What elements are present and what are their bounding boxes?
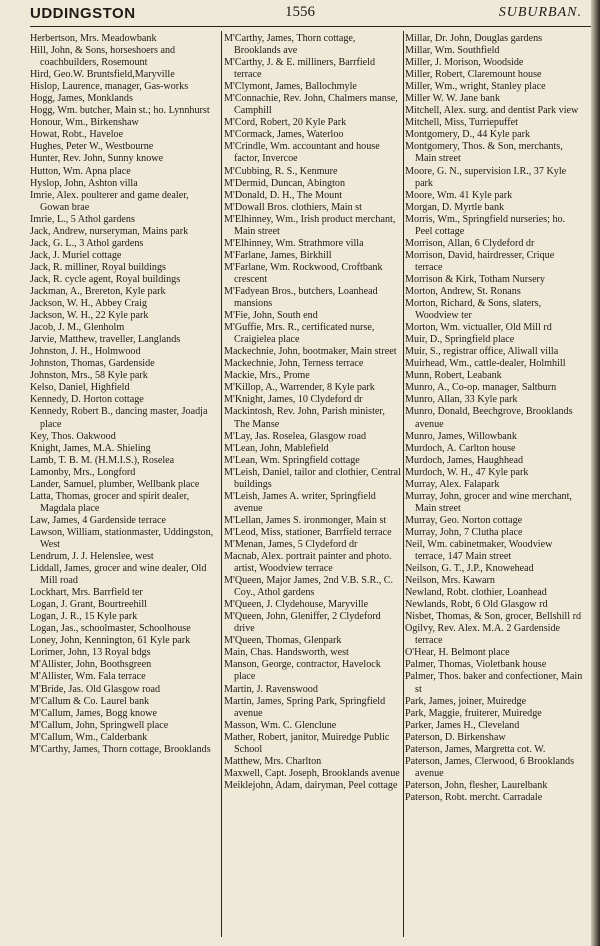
directory-entry: M'Carthy, J. & E. milliners, Barrfield terrace <box>224 57 376 81</box>
directory-entry: Imrie, L., 5 Athol gardens <box>30 213 135 225</box>
directory-entry: M'Queen, J. Clydehouse, Maryville <box>224 599 369 611</box>
directory-entry: Logan, J. Grant, Bourtreehill <box>30 599 147 611</box>
directory-entry: Murray, Geo. Norton cottage <box>405 514 523 526</box>
directory-entry: Paterson, Robt. mercht. Carradale <box>405 791 543 803</box>
page-edge-shadow <box>591 0 600 946</box>
directory-entry: Law, James, 4 Gardenside terrace <box>30 514 166 526</box>
directory-entry: M'Lay, Jas. Roselea, Glasgow road <box>224 430 367 442</box>
directory-entry: M'Dermid, Duncan, Abington <box>224 177 346 189</box>
directory-entry: Macnab, Alex. portrait painter and photo. artist, Woodview terrace <box>224 551 392 575</box>
directory-entry: Jackson, W. H., 22 Kyle park <box>30 310 149 322</box>
directory-entry: M'Fadyean Bros., butchers, Loanhead mansions <box>224 285 378 310</box>
directory-entry: Miller W. W. Jane bank <box>405 93 501 105</box>
directory-entry: M'Cubbing, R. S., Kenmure <box>224 165 338 177</box>
directory-entry: Logan, Jas., schoolmaster, Schoolhouse <box>30 623 191 635</box>
page-number: 1556 <box>285 4 315 20</box>
directory-entry: M'Connachie, Rev. John, Chalmers manse, Camphill <box>224 93 398 117</box>
directory-entry: Moore, Wm. 41 Kyle park <box>405 189 513 201</box>
directory-entry: Johnston, Mrs., 58 Kyle park <box>30 370 148 382</box>
directory-entry: Neil, Wm. cabinetmaker, Woodview terrace, 147 Main street <box>405 538 553 563</box>
directory-entry: Hunter, Rev. John, Sunny knowe <box>30 153 164 165</box>
directory-entry: Jack, Andrew, nurseryman, Mains park <box>30 225 189 237</box>
directory-entry: Lorimer, John, 13 Royal bdgs <box>30 647 151 659</box>
directory-entry: Morton, Wm. victualler, Old Mill rd <box>405 322 552 334</box>
directory-entry: Montgomery, D., 44 Kyle park <box>405 129 531 141</box>
directory-entry: Main, Chas. Handsworth, west <box>224 647 349 659</box>
directory-entry: Lamonby, Mrs., Longford <box>30 466 136 478</box>
directory-entry: Moore, G. N., supervision I.R., 37 Kyle park <box>405 165 567 189</box>
directory-entry: Honour, Wm., Birkenshaw <box>30 117 139 129</box>
directory-entry: M'Killop, A., Warrender, 8 Kyle park <box>224 382 375 394</box>
directory-entry: Murray, John, 7 Clutha place <box>405 526 523 538</box>
directory-entry: Morrison, Allan, 6 Clydeford dr <box>405 237 535 249</box>
directory-entry: M'Queen, John, Gleniffer, 2 Clydeford drive <box>224 611 381 635</box>
directory-entry: M'Leish, James A. writer, Springfield avenue <box>224 490 376 514</box>
directory-entry: M'Allister, John, Boothsgreen <box>30 659 152 671</box>
directory-entry: O'Hear, H. Belmont place <box>405 647 510 659</box>
directory-entry: M'Farlane, James, Birkhill <box>224 249 332 261</box>
directory-entry: Jarvie, Matthew, traveller, Langlands <box>30 334 181 346</box>
directory-entry: Jack, J. Muriel cottage <box>30 249 122 261</box>
directory-entry: Imrie, Alex. poulterer and game dealer, Gowan brae <box>30 189 189 213</box>
directory-entry: Hyslop, John, Ashton villa <box>30 177 138 189</box>
directory-entry: Morton, Richard, & Sons, slaters, Woodview ter <box>405 298 542 322</box>
directory-entry: Miller, Robert, Claremount house <box>405 69 542 81</box>
directory-entry: Jackman, A., Brereton, Kyle park <box>30 285 166 297</box>
directory-entry: Hislop, Laurence, manager, Gas-works <box>30 81 189 93</box>
directory-entry: Masson, Wm. C. Glenclune <box>224 719 337 731</box>
directory-entry: M'Lean, Wm. Springfield cottage <box>224 454 360 466</box>
directory-entry: Miller, Wm., wright, Stanley place <box>405 81 546 93</box>
directory-entry: Paterson, D. Birkenshaw <box>405 731 506 743</box>
directory-entry: Munn, Robert, Leabank <box>405 370 502 382</box>
directory-entry: M'Lean, John, Mablefield <box>224 442 329 454</box>
directory-entry: M'Lellan, James S. ironmonger, Main st <box>224 514 387 526</box>
directory-entry: M'Guffie, Mrs. R., certificated nurse, Craigielea place <box>224 322 375 346</box>
directory-entry: M'Queen, Major James, 2nd V.B. S.R., C. Coy., Athol gardens <box>224 575 394 599</box>
directory-entry: Matthew, Mrs. Charlton <box>224 755 322 767</box>
column-1 <box>30 33 216 756</box>
directory-entry: Logan, J. R., 15 Kyle park <box>30 611 138 623</box>
directory-entry: Ogilvy, Rev. Alex. M.A. 2 Gardenside terrace <box>405 623 561 647</box>
directory-entry: Mackechnie, John, bootmaker, Main street <box>224 346 397 358</box>
directory-entry: Neilson, Mrs. Kawarn <box>405 575 495 587</box>
directory-entry: Herbertson, Mrs. Meadowbank <box>30 33 157 44</box>
directory-entry: Morrison, David, hairdresser, Crique terrace <box>405 249 555 273</box>
directory-entry: Knight, James, M.A. Shieling <box>30 442 151 454</box>
directory-entry: Lamb, T. B. M. (H.M.I.S.), Roselea <box>30 454 175 466</box>
directory-entry: Morgan, D. Myrtle bank <box>405 201 505 213</box>
directory-entry: Parker, James H., Cleveland <box>405 719 520 731</box>
directory-entry: M'Clymont, James, Ballochmyle <box>224 81 357 93</box>
directory-entry: Newland, Robt. clothier, Loanhead <box>405 587 547 599</box>
directory-entry: M'Donald, D. H., The Mount <box>224 189 343 201</box>
directory-entry: Loney, John, Kennington, 61 Kyle park <box>30 635 191 647</box>
directory-entry: Hughes, Peter W., Westbourne <box>30 141 154 153</box>
directory-entry: Johnston, J. H., Holmwood <box>30 346 141 358</box>
directory-entry: M'Knight, James, 10 Clydeford dr <box>224 394 363 406</box>
directory-entry: Mackintosh, Rev. John, Parish minister, The Manse <box>224 406 385 430</box>
directory-entry: M'Menan, James, 5 Clydeford dr <box>224 538 358 550</box>
column-2 <box>224 33 402 792</box>
directory-entry: Murray, Alex. Falapark <box>405 478 500 490</box>
directory-entry: Neilson, G. T., J.P., Knowehead <box>405 563 534 575</box>
directory-entry: Hird, Geo.W. Bruntsfield,Maryville <box>30 69 175 81</box>
directory-entry: Martin, J. Ravenswood <box>224 683 318 695</box>
directory-entry: Jackson, W. H., Abbey Craig <box>30 298 147 310</box>
directory-entry: M'Farlane, Wm. Rockwood, Croftbank crescent <box>224 261 383 285</box>
directory-entry: Palmer, Thomas, Violetbank house <box>405 659 547 671</box>
directory-entry: Newlands, Robt, 6 Old Glasgow rd <box>405 599 548 611</box>
directory-entry: Mackechnie, John, Terness terrace <box>224 358 364 370</box>
directory-entry: Johnston, Thomas, Gardenside <box>30 358 155 370</box>
directory-entry: Palmer, Thos. baker and confectioner, Main st <box>405 671 583 695</box>
directory-entry: M'Dowall Bros. clothiers, Main st <box>224 201 362 213</box>
directory-entry: M'Callum, James, Bogg knowe <box>30 707 157 719</box>
directory-entry: Murdoch, James, Haughhead <box>405 454 524 466</box>
directory-entry: Manson, George, contractor, Havelock place <box>224 659 381 683</box>
directory-entry: M'Bride, Jas. Old Glasgow road <box>30 683 161 695</box>
directory-entry: M'Carthy, James, Thorn cottage, Brooklands ave <box>224 33 356 57</box>
directory-entry: M'Allister, Wm. Fala terrace <box>30 671 146 683</box>
directory-entry: Miller, J. Morison, Woodside <box>405 57 524 69</box>
directory-entry: Mitchell, Alex. surg. and dentist Park view <box>405 105 579 117</box>
directory-entry: M'Elhinney, Wm. Strathmore villa <box>224 237 364 249</box>
directory-entry: Lawson, William, stationmaster, Uddingston, West <box>30 526 214 550</box>
directory-entry: Morris, Wm., Springfield nurseries; ho. Peel cottage <box>405 213 566 237</box>
directory-entry: Paterson, James, Margretta cot. W. <box>405 743 546 755</box>
page-header <box>0 0 600 26</box>
directory-entry: M'Fie, John, South end <box>224 310 318 322</box>
directory-entry: Murdoch, A. Carlton house <box>405 442 516 454</box>
directory-entry: M'Cormack, James, Waterloo <box>224 129 344 141</box>
directory-entry: Hill, John, & Sons, horseshoers and coachbuilders, Rosemount <box>30 45 176 69</box>
directory-entry: M'Crindle, Wm. accountant and house factor, Invercoe <box>224 141 380 165</box>
directory-entry: Mackie, Mrs., Prome <box>224 370 310 382</box>
directory-entry: Muir, D., Springfield place <box>405 334 515 346</box>
directory-entry: M'Queen, Thomas, Glenpark <box>224 635 342 647</box>
directory-entry: Munro, Allan, 33 Kyle park <box>405 394 518 406</box>
directory-entry: Jacob, J. M., Glenholm <box>30 322 125 334</box>
directory-entry: Morrison & Kirk, Totham Nursery <box>405 273 545 285</box>
directory-entry: M'Cord, Robert, 20 Kyle Park <box>224 117 347 129</box>
directory-entry: Kennedy, Robert B., dancing master, Joadja place <box>30 406 208 430</box>
directory-entry: Kennedy, D. Horton cottage <box>30 394 144 406</box>
directory-entry: Murray, John, grocer and wine merchant, Main street <box>405 490 572 514</box>
directory-entry: Mather, Robert, janitor, Muiredge Public School <box>224 731 390 755</box>
directory-entry: Lendrum, J. J. Helenslee, west <box>30 551 154 563</box>
column-3 <box>405 33 584 804</box>
directory-entry: Park, Maggie, fruiterer, Muiredge <box>405 707 542 719</box>
directory-entry: Nisbet, Thomas, & Son, grocer, Bellshill rd <box>405 611 582 623</box>
directory-entry: Martin, James, Spring Park, Springfield avenue <box>224 695 386 719</box>
directory-entry: Mitchell, Miss, Turriepuffet <box>405 117 518 129</box>
directory-entry: Lockhart, Mrs. Barrfield ter <box>30 587 143 599</box>
directory-entry: Hutton, Wm. Apna place <box>30 165 131 177</box>
directory-entry: Munro, A., Co-op. manager, Saltburn <box>405 382 557 394</box>
directory-entry: Lander, Samuel, plumber, Wellbank place <box>30 478 200 490</box>
directory-entry: M'Leish, Daniel, tailor and clothier, Central buildings <box>224 466 401 490</box>
directory-entry: M'Carthy, James, Thorn cottage, Brooklands <box>30 743 211 755</box>
directory-entry: M'Callum, John, Springwell place <box>30 719 169 731</box>
header-rule <box>30 26 594 27</box>
running-head-place: UDDINGSTON <box>30 5 136 22</box>
directory-entry: Paterson, John, flesher, Laurelbank <box>405 779 548 791</box>
directory-entry: Paterson, James, Clerwood, 6 Brooklands avenue <box>405 755 575 779</box>
directory-entry: M'Leod, Miss, stationer, Barrfield terrace <box>224 526 392 538</box>
directory-entry: M'Elhinney, Wm., Irish product merchant, Main street <box>224 213 396 237</box>
directory-entry: Muir, S., registrar office, Aliwall villa <box>405 346 559 358</box>
directory-entry: Morton, Andrew, St. Ronans <box>405 285 521 297</box>
column-divider-1 <box>221 31 222 937</box>
directory-entry: Hogg, Wm. butcher, Main st.; ho. Lynnhurst <box>30 105 210 117</box>
running-head-section: SUBURBAN. <box>498 5 582 20</box>
directory-entry: Jack, G. L., 3 Athol gardens <box>30 237 144 249</box>
directory-entry: Maxwell, Capt. Joseph, Brooklands avenue <box>224 767 400 779</box>
directory-entry: M'Callum & Co. Laurel bank <box>30 695 150 707</box>
directory-entry: Latta, Thomas, grocer and spirit dealer, Magdala place <box>30 490 190 514</box>
directory-entry: Jack, R. milliner, Royal buildings <box>30 261 166 273</box>
directory-entry: Key, Thos. Oakwood <box>30 430 116 442</box>
directory-entry: Munro, Donald, Beechgrove, Brooklands avenue <box>405 406 573 430</box>
directory-entry: Millar, Wm. Southfield <box>405 45 500 57</box>
directory-entry: Meiklejohn, Adam, dairyman, Peel cottage <box>224 779 398 791</box>
directory-entry: Jack, R. cycle agent, Royal buildings <box>30 273 181 285</box>
directory-entry: Kelso, Daniel, Highfield <box>30 382 130 394</box>
directory-entry: M'Callum, Wm., Calderbank <box>30 731 148 743</box>
directory-entry: Millar, Dr. John, Douglas gardens <box>405 33 543 44</box>
directory-entry: Murdoch, W. H., 47 Kyle park <box>405 466 529 478</box>
directory-entry: Liddall, James, grocer and wine dealer, Old Mill road <box>30 563 207 587</box>
directory-entry: Munro, James, Willowbank <box>405 430 517 442</box>
directory-entry: Montgomery, Thos. & Son, merchants, Main street <box>405 141 563 165</box>
directory-entry: Hogg, James, Monklands <box>30 93 133 105</box>
directory-entry: Muirhead, Wm., cattle-dealer, Holmhill <box>405 358 566 370</box>
directory-entry: Howat, Robt., Haveloe <box>30 129 124 141</box>
column-divider-2 <box>403 31 404 937</box>
directory-entry: Park, James, joiner, Muiredge <box>405 695 527 707</box>
